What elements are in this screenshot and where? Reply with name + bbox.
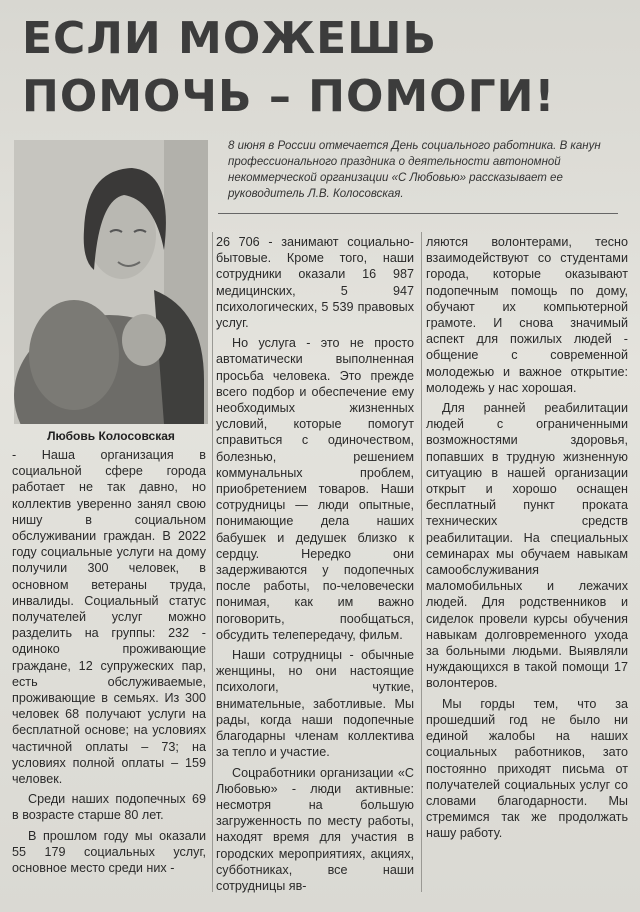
headline [22, 10, 632, 126]
paragraph: Среди наших подопечных 69 в возрасте старше 80 лет. [12, 792, 206, 823]
paragraph: ляются волонтерами, тесно взаимодействуют со студентами города, которые оказывают подопечным помощь по дому, обучают их компьютерной грамоте. И снова значимый аспект для пожилых людей - общение с современной молодежью и важное открытие: молодежь у нас хорошая. [426, 235, 628, 395]
paragraph: Наши сотрудницы - обычные женщины, но они настоящие психологи, чуткие, внимательные, заботливые. Мы рады, когда наши подопечные благодарны членам коллектива за тепло и участие. [216, 648, 414, 760]
paragraph: В прошлом году мы оказали 55 179 социальных услуг, основное место среди них - [12, 828, 206, 876]
paragraph: Мы горды тем, что за прошедший год не было ни единой жалобы на наших социальных работников, зато постоянно приходят письма от получателей социальных услуг со словами благодарности. Мы стремимся так же продолжать нашу работу. [426, 696, 628, 841]
paragraph: - Наша организация в социальной сфере города работает не так давно, но коллектив уверенно занял свою нишу в социальном обслуживании граждан. В 2022 году социальные услуги на дому получили 300 человек, в основном ветераны труда, инвалиды. Социальный статус получателей услуг можно разделить на группы: 232 - одиноко проживающие граждане, 12 супружеских пар, есть обслуживаемые, проживающие в семьях. Из 300 человек 68 получают услуги на бесплатной основе; на условиях частичной оплаты – 73; на условиях полной оплаты – 159 человек. [12, 448, 206, 787]
paragraph: Для ранней реабилитации людей с ограниченными возможностями здоровья, попавших в трудную жизненную ситуацию в нашей организации открыт и хорошо оснащен бесплатный пункт проката технических средств реабилитации. На специальных семинарах мы обучаем навыкам самообслуживания маломобильных и лежачих людей. Для родственников и сиделок провели курсы обучения навыкам долговременного ухода за больными людьми. Выявляли нуждающихся в такой помощи 17 волонтеров. [426, 401, 628, 691]
divider [218, 213, 618, 214]
article-column-2 [216, 234, 414, 898]
article-column-1 [12, 447, 206, 880]
paragraph: 26 706 - занимают социально-бытовые. Кроме того, наши сотрудники оказали 16 987 медицинских, 5 947 психологических, 5 539 правовых услуг. [216, 235, 414, 331]
paragraph: Соцработники организации «С Любовью» - люди активные: несмотря на большую загруженность по месту работы, находят время для участия в городских мероприятиях, акциях, субботниках, все наши сотрудницы яв- [216, 765, 414, 893]
headline-line-1: ЕСЛИ МОЖЕШЬ [22, 13, 438, 64]
paragraph: Но услуга - это не просто автоматически выполненная просьба человека. Это прежде всего подбор и обеспечение ему необходимых жизненных условий, которые помогут справиться с одиночеством, болезнью, решением коммунальных проблем, приобретением товаров. Наши сотрудницы — люди опытные, понимающие дела наших бабушек и дедушек близко к сердцу. Нередко они задерживаются у подопечных после работы, по-человечески понимая, как им важно поговорить, пообщаться, обсудить телепередачу, фильм. [216, 336, 414, 642]
photo-caption: Любовь Колосовская [47, 429, 175, 443]
intro-lead: 8 июня в России отмечается День социального работника. В канун профессионального праздника о деятельности автономной некоммерческой организации «С Любовью» рассказывает ее руководитель Л.В. Колосовская. [228, 140, 601, 200]
column-divider [421, 232, 422, 892]
article-column-3 [426, 234, 628, 846]
column-divider [212, 232, 213, 892]
portrait-illustration [14, 140, 208, 424]
portrait-photo [14, 140, 208, 424]
headline-line-2: ПОМОЧЬ – ПОМОГИ! [22, 71, 556, 122]
